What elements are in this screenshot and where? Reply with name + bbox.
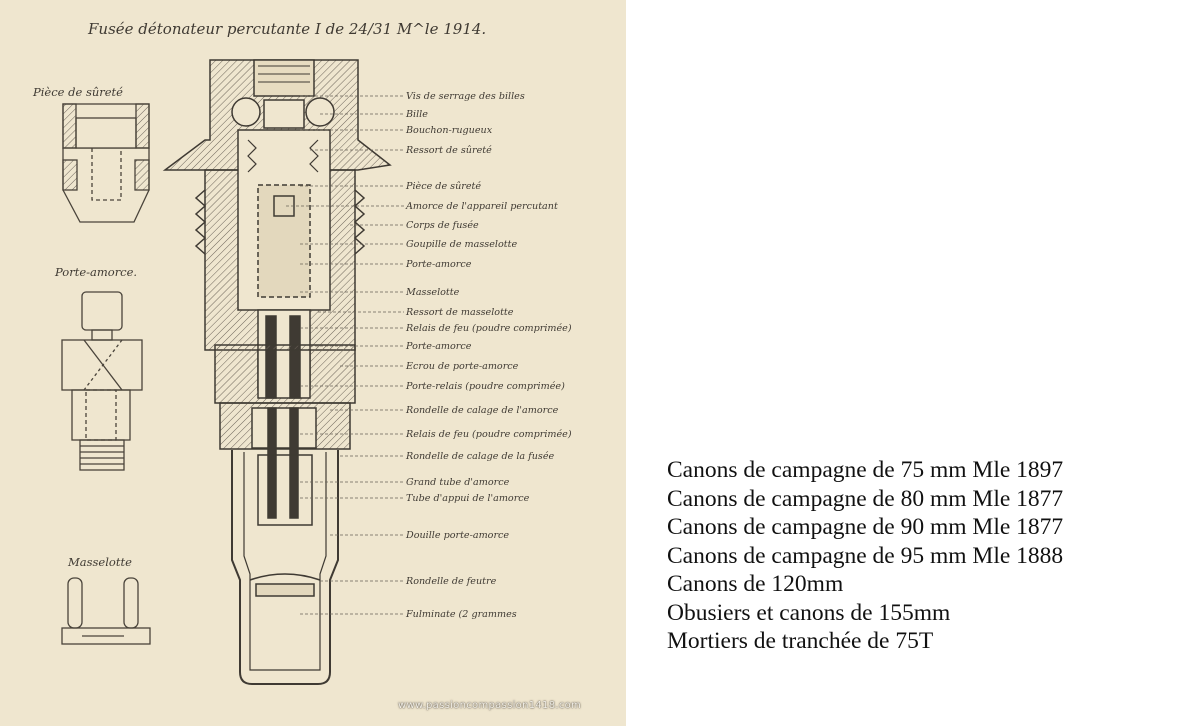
part-label: Rondelle de calage de la fusée	[406, 451, 555, 462]
part-label: Pièce de sûreté	[406, 181, 482, 192]
list-item: Canons de 120mm	[667, 571, 844, 597]
list-item: Canons de campagne de 95 mm Mle 1888	[667, 542, 1064, 569]
side-view-caption: Pièce de sûreté	[33, 85, 123, 99]
part-label: Vis de serrage des billes	[406, 91, 525, 102]
list-item: Canons de campagne de 90 mm Mle 1877	[667, 514, 1064, 540]
part-label: Porte-relais (poudre comprimée)	[406, 381, 565, 392]
part-label: Relais de feu (poudre comprimée)	[406, 323, 572, 334]
masselotte-view	[62, 578, 150, 644]
part-label: Relais de feu (poudre comprimée)	[406, 429, 572, 440]
usage-list	[667, 456, 1063, 656]
part-label: Ressort de masselotte	[406, 307, 514, 318]
part-label: Porte-amorce	[406, 259, 472, 270]
part-label: Fulminate (2 grammes	[406, 609, 517, 620]
side-view-caption: Masselotte	[68, 555, 132, 569]
list-item: Obusiers et canons de 155mm	[667, 599, 951, 626]
part-label: Ressort de sûreté	[406, 145, 492, 156]
part-label: Grand tube d'amorce	[406, 477, 510, 488]
fuse-cross-section	[165, 60, 390, 684]
part-label: Rondelle de calage de l'amorce	[406, 405, 559, 416]
part-label: Bouchon-rugueux	[406, 125, 493, 136]
diagram-title: Fusée détonateur percutante I de 24/31 M^le 1914.	[88, 20, 487, 38]
part-label: Bille	[406, 109, 428, 120]
part-label: Rondelle de feutre	[406, 576, 497, 587]
part-label: Ecrou de porte-amorce	[406, 361, 519, 372]
part-label: Porte-amorce	[406, 341, 472, 352]
list-item: Canons de campagne de 75 mm Mle 1897	[667, 457, 1064, 483]
part-label: Amorce de l'appareil percutant	[406, 201, 558, 212]
list-item: Mortiers de tranchée de 75T	[667, 628, 934, 654]
porte-amorce-view	[62, 292, 142, 470]
part-label: Goupille de masselotte	[406, 239, 518, 250]
part-labels	[405, 91, 572, 620]
watermark: www.passioncompassion1418.com	[398, 700, 582, 711]
part-label: Corps de fusée	[406, 220, 479, 231]
list-item: Canons de campagne de 80 mm Mle 1877	[667, 485, 1064, 512]
side-view-caption: Porte-amorce.	[55, 265, 138, 279]
piece-de-surete-view	[63, 104, 149, 222]
part-label: Tube d'appui de l'amorce	[406, 493, 530, 504]
part-label: Douille porte-amorce	[406, 530, 510, 541]
part-label: Masselotte	[406, 287, 460, 298]
